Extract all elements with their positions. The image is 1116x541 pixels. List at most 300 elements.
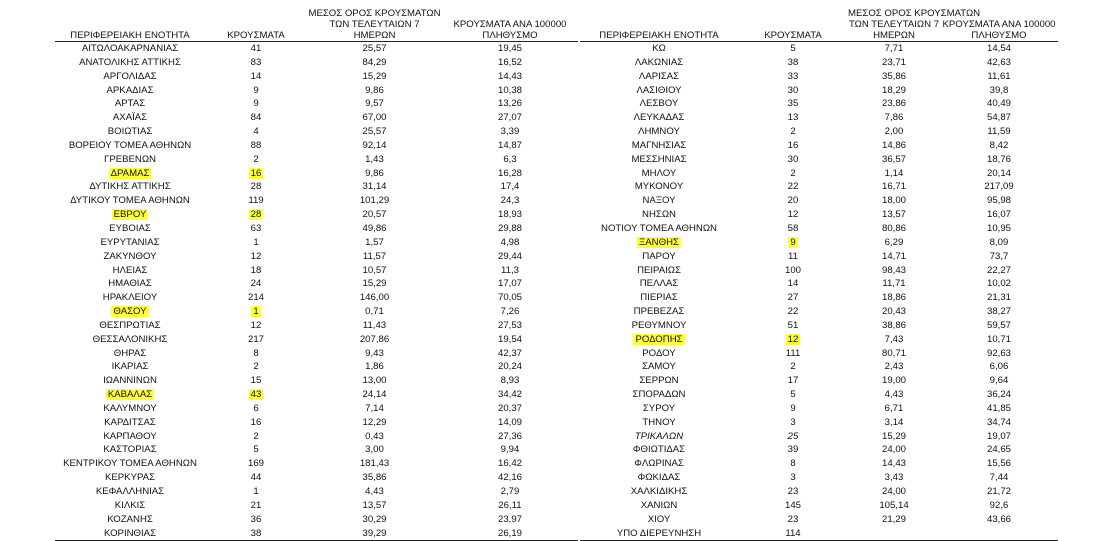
region-cell (580, 416, 738, 430)
region-cell-text: ΡΕΘΥΜΝΟΥ (631, 319, 687, 331)
per100k-cell-text: 16,07 (986, 209, 1011, 221)
per100k-cell-text: 92,63 (986, 347, 1011, 359)
per100k-cell-text: 20,24 (497, 361, 522, 373)
per100k-cell (940, 430, 1058, 444)
cases-cell (738, 277, 848, 291)
cases-cell (205, 264, 307, 278)
per100k-cell-text: 21,31 (986, 292, 1011, 304)
table-row (580, 250, 1058, 264)
table-row (55, 208, 578, 222)
region-cell (55, 402, 205, 416)
per100k-cell (442, 360, 578, 374)
average-cell-text: 80,86 (881, 222, 906, 234)
per100k-cell (442, 84, 578, 98)
cases-cell-text: 44 (250, 472, 262, 484)
region-cell-text: ΛΑΡΙΣΑΣ (638, 70, 680, 82)
cases-cell-text: 35 (787, 98, 799, 110)
cases-cell (738, 347, 848, 361)
per100k-cell-text: 14,87 (497, 139, 522, 151)
per100k-cell (442, 111, 578, 125)
table-row (55, 527, 578, 541)
average-cell-text: 207,86 (359, 333, 390, 345)
region-cell (580, 97, 738, 111)
average-cell-text: 25,57 (362, 43, 387, 54)
table-row (580, 333, 1058, 347)
per100k-cell (940, 139, 1058, 153)
cases-cell-text: 6 (253, 402, 259, 414)
average-cell-text: 20,57 (362, 209, 387, 221)
per100k-cell-text: 20,14 (986, 167, 1011, 179)
region-cell (580, 42, 738, 56)
region-cell-text: ΘΑΣΟΥ (113, 306, 147, 318)
per100k-cell (442, 333, 578, 347)
per100k-cell (442, 457, 578, 471)
table-row (580, 125, 1058, 139)
per100k-cell-text: 17,07 (497, 278, 522, 290)
average-cell-text: 7,14 (365, 402, 384, 414)
cases-cell (205, 457, 307, 471)
table-row (55, 374, 578, 388)
region-cell-text: ΛΑΣΙΘΙΟΥ (636, 84, 682, 96)
cases-cell-text: 20 (787, 195, 799, 207)
per100k-cell-text: 40,49 (986, 98, 1011, 110)
average-cell-text: 3,14 (884, 416, 904, 428)
per100k-cell (442, 236, 578, 250)
region-cell (55, 499, 205, 513)
cases-cell-text: 13 (787, 112, 799, 124)
average-cell (307, 56, 442, 70)
cases-cell (738, 84, 848, 98)
cases-cell-text: 22 (787, 181, 799, 193)
region-cell (580, 305, 738, 319)
table-row (55, 457, 578, 471)
average-cell-text: 98,43 (881, 264, 906, 276)
per100k-cell-text: 13,26 (497, 98, 522, 110)
cases-cell-text: 84 (250, 112, 262, 124)
per100k-cell (442, 139, 578, 153)
cases-cell-text: 58 (787, 222, 799, 234)
average-cell (848, 111, 940, 125)
cases-cell (738, 360, 848, 374)
per100k-cell-text: 14,43 (497, 70, 522, 82)
region-cell-text: ΒΟΡΕΙΟΥ ΤΟΜΕΑ ΑΘΗΝΩΝ (68, 139, 192, 151)
average-cell-text: 18,86 (881, 292, 906, 304)
region-cell-text: ΦΛΩΡΙΝΑΣ (634, 458, 684, 470)
average-cell-text: 6,29 (884, 236, 904, 248)
average-cell (848, 70, 940, 84)
cases-cell (738, 333, 848, 347)
region-cell (55, 527, 205, 541)
region-cell-text: ΑΡΤΑΣ (114, 98, 146, 110)
table-row (580, 70, 1058, 84)
per100k-cell (940, 319, 1058, 333)
per100k-cell (442, 56, 578, 70)
cases-cell (205, 153, 307, 167)
average-cell (307, 139, 442, 153)
region-cell-text: ΣΥΡΟΥ (642, 402, 676, 414)
region-cell (580, 513, 738, 527)
per100k-cell-text: 24,3 (500, 195, 520, 207)
cases-cell-text: 2 (253, 430, 259, 442)
table-row (580, 443, 1058, 457)
region-cell (580, 471, 738, 485)
region-cell (580, 360, 738, 374)
region-cell (55, 97, 205, 111)
region-cell-text: ΜΑΓΝΗΣΙΑΣ (631, 139, 687, 151)
table-row (580, 374, 1058, 388)
region-cell-text: ΣΕΡΡΩΝ (639, 375, 679, 387)
average-cell-text: 15,29 (362, 278, 387, 290)
region-cell-text: ΣΑΜΟΥ (642, 361, 676, 373)
per100k-cell-text: 3,39 (500, 126, 520, 138)
cases-cell-text: 43 (250, 389, 262, 401)
per100k-cell (940, 416, 1058, 430)
cases-cell-text: 2 (790, 126, 796, 138)
per100k-cell-text: 21,72 (986, 486, 1011, 497)
header-cases: ΚΡΟΥΣΜΑΤΑ (764, 30, 822, 41)
average-cell (307, 499, 442, 513)
average-cell (848, 360, 940, 374)
region-cell-text: ΜΕΣΣΗΝΙΑΣ (631, 153, 687, 165)
per100k-cell (940, 305, 1058, 319)
table-row (55, 167, 578, 181)
cases-cell-text: 23 (787, 513, 799, 525)
per100k-cell (940, 56, 1058, 70)
region-cell-text: ΗΛΕΙΑΣ (112, 264, 148, 276)
cases-cell (738, 208, 848, 222)
average-cell-text: 23,86 (881, 98, 906, 110)
per100k-cell-text: 27,07 (497, 112, 522, 124)
region-cell (55, 222, 205, 236)
per100k-cell (940, 388, 1058, 402)
average-cell (307, 471, 442, 485)
average-cell (848, 430, 940, 444)
per100k-cell-text: 14,54 (986, 43, 1011, 54)
region-cell-text: ΒΟΙΩΤΙΑΣ (107, 126, 153, 138)
region-cell (55, 485, 205, 499)
per100k-cell (442, 222, 578, 236)
region-cell (580, 236, 738, 250)
table-row (55, 56, 578, 70)
per100k-cell (940, 402, 1058, 416)
per100k-cell-text: 15,56 (986, 458, 1011, 470)
table-row (580, 180, 1058, 194)
table-row (580, 416, 1058, 430)
cases-cell-text: 1 (253, 306, 259, 318)
region-cell (580, 527, 738, 541)
table-row (55, 291, 578, 305)
average-cell (848, 402, 940, 416)
per100k-cell (940, 513, 1058, 527)
per100k-cell (442, 264, 578, 278)
region-cell (55, 208, 205, 222)
average-cell (848, 250, 940, 264)
average-cell (307, 388, 442, 402)
cases-cell-text: 12 (250, 250, 262, 262)
cases-cell-text: 12 (250, 319, 262, 331)
average-cell (848, 180, 940, 194)
region-cell-text: ΓΡΕΒΕΝΩΝ (104, 153, 156, 165)
cases-cell-text: 14 (787, 278, 799, 290)
per100k-cell (442, 250, 578, 264)
average-cell-text: 0,71 (365, 306, 384, 318)
per100k-cell-text: 6,06 (989, 361, 1009, 373)
cases-cell (205, 360, 307, 374)
per100k-cell-text: 42,16 (497, 472, 522, 484)
region-cell (55, 125, 205, 139)
cases-cell (205, 347, 307, 361)
region-cell-text: ΚΕΦΑΛΛΗΝΙΑΣ (95, 486, 165, 497)
per100k-cell (442, 125, 578, 139)
header-cases-per-100k: ΚΡΟΥΣΜΑΤΑ ΑΝΑ 100000 ΠΛΗΘΥΣΜΟ (453, 19, 567, 41)
cases-cell-text: 83 (250, 56, 262, 68)
header-7day-average: ΜΕΣΟΣ ΟΡΟΣ ΚΡΟΥΣΜΑΤΩΝ ΤΩΝ ΤΕΛΕΥΤΑΙΩΝ 7 ΗΜΕΡΩΝ (848, 8, 981, 41)
average-cell (848, 84, 940, 98)
per100k-cell-text: 95,98 (986, 195, 1011, 207)
cases-cell (738, 305, 848, 319)
cases-cell-text: 100 (784, 264, 801, 276)
per100k-cell (940, 42, 1058, 56)
region-cell-text: ΔΡΑΜΑΣ (110, 167, 150, 179)
average-cell-text: 92,14 (362, 139, 387, 151)
average-cell-text: 25,57 (362, 126, 387, 138)
per100k-cell (940, 360, 1058, 374)
table-row (580, 208, 1058, 222)
cases-cell-text: 28 (250, 209, 262, 221)
average-cell-text: 6,71 (884, 402, 904, 414)
per100k-cell (940, 97, 1058, 111)
average-cell-text: 3,43 (884, 472, 904, 484)
per100k-cell (442, 319, 578, 333)
per100k-cell-text: 10,02 (986, 278, 1011, 290)
region-cell (55, 416, 205, 430)
region-cell-text: ΗΡΑΚΛΕΙΟΥ (102, 292, 158, 304)
cases-cell-text: 9 (790, 402, 796, 414)
average-cell-text: 11,57 (362, 250, 387, 262)
region-cell-text: ΕΥΡΥΤΑΝΙΑΣ (100, 236, 160, 248)
average-cell (848, 305, 940, 319)
cases-cell (738, 222, 848, 236)
average-cell-text: 2,43 (884, 361, 904, 373)
table-row (580, 430, 1058, 444)
table-row (55, 499, 578, 513)
cases-cell (205, 111, 307, 125)
per100k-cell-text: 29,88 (497, 222, 522, 234)
average-cell (307, 443, 442, 457)
table-row (580, 360, 1058, 374)
cases-cell (205, 305, 307, 319)
region-cell-text: ΥΠΟ ΔΙΕΡΕΥΝΗΣΗ (616, 527, 702, 539)
table-row (580, 42, 1058, 56)
per100k-cell-text: 54,87 (986, 112, 1011, 124)
region-cell (55, 42, 205, 56)
cases-cell-text: 30 (787, 84, 799, 96)
table-row (580, 139, 1058, 153)
table-row (55, 180, 578, 194)
region-cell (55, 153, 205, 167)
region-cell-text: ΑΡΓΟΛΙΔΑΣ (103, 70, 157, 82)
per100k-cell-text: 39,8 (989, 84, 1009, 96)
right-cases-table (580, 3, 1058, 541)
cases-cell-text: 119 (248, 195, 264, 207)
cases-cell (205, 125, 307, 139)
table-row (580, 388, 1058, 402)
region-cell (55, 374, 205, 388)
cases-cell-text: 38 (787, 56, 799, 68)
average-cell-text: 7,43 (884, 333, 904, 345)
header-region: ΠΕΡΙΦΕΡΕΙΑΚΗ ΕΝΟΤΗΤΑ (70, 30, 190, 41)
region-cell-text: ΝΟΤΙΟΥ ΤΟΜΕΑ ΑΘΗΝΩΝ (601, 222, 717, 234)
cases-cell (205, 485, 307, 499)
region-cell (55, 250, 205, 264)
average-cell (307, 402, 442, 416)
region-cell-text: ΑΡΚΑΔΙΑΣ (106, 84, 154, 96)
average-cell (848, 374, 940, 388)
per100k-cell-text: 22,27 (986, 264, 1011, 276)
region-cell-text: ΚΑΡΔΙΤΣΑΣ (104, 416, 156, 428)
average-cell-text: 9,43 (365, 347, 384, 359)
table-row (55, 430, 578, 444)
average-cell-text: 1,57 (365, 236, 384, 248)
region-cell-text: ΠΡΕΒΕΖΑΣ (633, 306, 685, 318)
region-cell-text: ΗΜΑΘΙΑΣ (108, 278, 152, 290)
region-cell (580, 388, 738, 402)
cases-cell (205, 333, 307, 347)
per100k-cell-text: 18,93 (497, 209, 522, 221)
cases-cell (205, 222, 307, 236)
average-cell-text: 1,43 (365, 153, 384, 165)
region-cell (55, 471, 205, 485)
table-row (55, 471, 578, 485)
cases-cell (738, 153, 848, 167)
region-cell (580, 499, 738, 513)
table-row (580, 153, 1058, 167)
region-cell-text: ΦΘΙΩΤΙΔΑΣ (632, 444, 686, 456)
per100k-cell-text: 10,95 (986, 222, 1011, 234)
cases-cell (205, 291, 307, 305)
cases-cell-text: 5 (790, 389, 796, 401)
per100k-cell (442, 347, 578, 361)
per100k-cell (940, 471, 1058, 485)
cases-cell-text: 30 (787, 153, 799, 165)
table-row (55, 443, 578, 457)
average-cell (307, 430, 442, 444)
per100k-cell-text: 6,3 (503, 153, 517, 165)
per100k-cell-text: 18,76 (986, 153, 1011, 165)
average-cell-text: 1,14 (884, 167, 904, 179)
cases-cell (205, 194, 307, 208)
average-cell-text: 15,29 (881, 430, 906, 442)
region-cell (580, 277, 738, 291)
average-cell-text: 13,57 (362, 499, 387, 511)
cases-cell-text: 88 (250, 139, 262, 151)
average-cell-text: 1,86 (365, 361, 384, 373)
region-cell (55, 194, 205, 208)
average-cell (307, 347, 442, 361)
table-row (580, 457, 1058, 471)
per100k-cell (442, 374, 578, 388)
table-row (580, 291, 1058, 305)
region-cell-text: ΝΗΣΩΝ (642, 209, 676, 221)
cases-cell (738, 471, 848, 485)
cases-cell-text: 3 (790, 416, 796, 428)
cases-cell-text: 24 (250, 278, 262, 290)
table-row (55, 70, 578, 84)
average-cell-text: 35,86 (881, 70, 906, 82)
region-cell (580, 264, 738, 278)
per100k-cell (442, 388, 578, 402)
region-cell-text: ΚΕΝΤΡΙΚΟΥ ΤΟΜΕΑ ΑΘΗΝΩΝ (63, 458, 197, 470)
average-cell-text: 14,86 (881, 139, 906, 151)
average-cell (848, 97, 940, 111)
average-cell (848, 319, 940, 333)
region-cell (55, 443, 205, 457)
per100k-cell-text: 42,63 (986, 56, 1011, 68)
average-cell (307, 485, 442, 499)
per100k-cell-text: 43,66 (986, 513, 1011, 525)
region-cell (580, 319, 738, 333)
average-cell (307, 222, 442, 236)
region-cell-text: ΛΑΚΩΝΙΑΣ (634, 56, 684, 68)
average-cell (307, 208, 442, 222)
cases-cell (205, 277, 307, 291)
region-cell-text: ΕΥΒΟΙΑΣ (109, 222, 151, 234)
per100k-cell (940, 499, 1058, 513)
per100k-cell (940, 443, 1058, 457)
average-cell-text: 11,43 (362, 319, 387, 331)
per100k-cell-text: 217,09 (984, 181, 1014, 193)
region-cell (580, 402, 738, 416)
cases-cell-text: 16 (250, 416, 262, 428)
cases-cell-text: 169 (247, 458, 264, 470)
per100k-cell-text: 26,11 (498, 499, 522, 511)
average-cell-text: 181,43 (359, 458, 390, 470)
average-cell-text: 2,00 (884, 126, 904, 138)
average-cell (307, 277, 442, 291)
region-cell-text: ΖΑΚΥΝΘΟΥ (103, 250, 157, 262)
per100k-cell (940, 208, 1058, 222)
average-cell-text: 36,57 (881, 153, 906, 165)
average-cell (848, 333, 940, 347)
per100k-cell-text: 10,71 (986, 333, 1011, 345)
header-cases: ΚΡΟΥΣΜΑΤΑ (227, 30, 285, 41)
cases-cell (205, 97, 307, 111)
cases-cell-text: 38 (250, 527, 262, 539)
region-cell-text: ΝΑΞΟΥ (642, 195, 676, 207)
cases-cell-text: 3 (790, 472, 796, 484)
cases-cell (205, 42, 307, 56)
average-cell-text: 4,43 (365, 486, 384, 497)
cases-cell (205, 180, 307, 194)
region-cell (55, 360, 205, 374)
per100k-cell-text: 4,98 (500, 236, 520, 248)
per100k-cell (940, 180, 1058, 194)
cases-cell (205, 471, 307, 485)
table-row (55, 84, 578, 98)
cases-cell (205, 208, 307, 222)
cases-cell (738, 194, 848, 208)
region-cell (580, 56, 738, 70)
per100k-cell-text: 26,19 (497, 527, 522, 539)
cases-cell (738, 180, 848, 194)
region-cell-text: ΘΗΡΑΣ (113, 347, 147, 359)
average-cell-text: 20,43 (881, 306, 906, 318)
cases-cell (738, 402, 848, 416)
table-row (55, 305, 578, 319)
average-cell (307, 250, 442, 264)
table-row (55, 250, 578, 264)
average-cell (848, 485, 940, 499)
